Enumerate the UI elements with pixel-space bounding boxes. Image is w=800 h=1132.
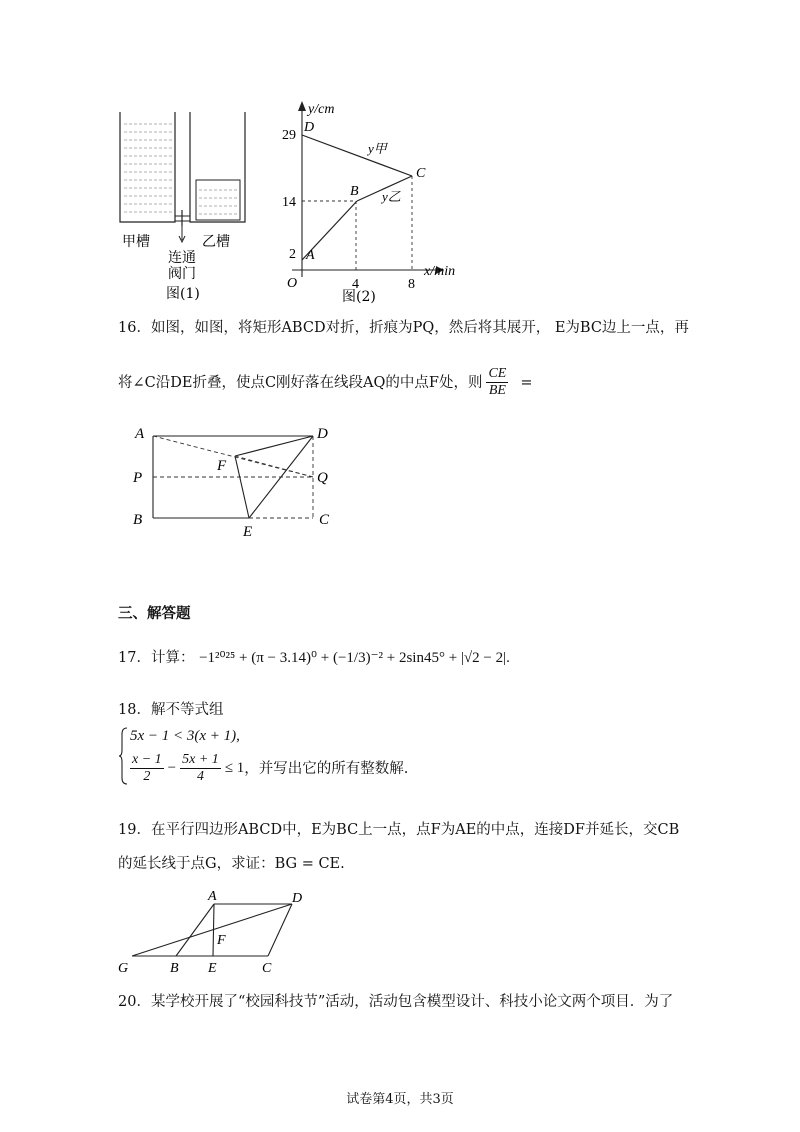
valve: [175, 210, 190, 242]
q19-line1: 19．在平行四边形ABCD中，E为BC上一点，点F为AE的中点，连接DF并延长，交CB: [118, 822, 680, 838]
fig2-caption: 图(2): [342, 289, 376, 305]
q18-frac-a-den: 2: [143, 769, 151, 784]
q17-expression: −1²⁰²⁵ + (π − 3.14)⁰ + (−1/3)⁻² + 2sin45° + |√2 − 2|.: [199, 650, 510, 666]
point-A: A: [306, 248, 315, 263]
series-0-segment-0: [302, 135, 412, 176]
figure-graph: [270, 95, 470, 305]
q16-label-B: B: [133, 512, 143, 528]
q16-equals: =: [520, 374, 533, 391]
q16-label-P: P: [133, 470, 143, 486]
q19-label-D: D: [292, 891, 303, 906]
tick-4: 4: [352, 277, 359, 292]
point-B: B: [350, 184, 359, 199]
tick-29: 29: [282, 128, 296, 143]
q19-line2: 的延长线于点G，求证：BG = CE.: [118, 856, 345, 872]
q18-tail-text: ，并写出它的所有整数解.: [244, 760, 409, 777]
q18-frac-b: [180, 752, 221, 785]
q18-label: 18．解不等式组: [118, 702, 224, 718]
q17-label: 17．计算：: [118, 650, 195, 666]
q19-label-C: C: [262, 961, 272, 976]
series-jia-label: y甲: [368, 141, 387, 156]
tick-2: 2: [289, 247, 296, 262]
section3-title: 三、解答题: [118, 605, 191, 622]
origin-label: O: [287, 276, 298, 291]
q19-label-F: F: [217, 933, 226, 948]
q16-label-A: A: [135, 426, 145, 442]
q16-label-E: E: [243, 524, 253, 540]
q19-label-A: A: [208, 890, 217, 904]
q16-label-D: D: [317, 426, 328, 442]
tank-jia: [120, 112, 175, 222]
q19-label-E: E: [208, 961, 217, 976]
q16-fraction: [486, 366, 508, 399]
fig1-caption: 图(1): [166, 286, 200, 302]
q18-ineq1: 5x − 1 < 3(x + 1),: [130, 728, 240, 744]
q18-frac-b-den: 4: [196, 769, 204, 784]
q16-line2: [118, 366, 533, 399]
tank-yi: [190, 112, 245, 222]
valve-label-2: 阀门: [168, 266, 196, 282]
q16-frac-num: CE: [488, 366, 507, 381]
point-D: D: [304, 120, 315, 135]
q16-label-F: F: [217, 458, 227, 474]
point-C: C: [416, 166, 426, 181]
q16-line1: 16．如图，如图，将矩形ABCD对折，折痕为PQ，然后将其展开， E为BC边上一点，再: [118, 320, 689, 336]
q18-frac-a: [130, 752, 164, 785]
q18-minus: −: [167, 760, 177, 776]
y-axis-label: y/cm: [308, 102, 335, 117]
tank-right-label: 乙槽: [202, 234, 230, 250]
tank-left-label: 甲槽: [122, 234, 150, 250]
q18-frac-b-num: 5x + 1: [182, 752, 219, 767]
q19-label-B: B: [170, 961, 179, 976]
q19-figure: [116, 890, 316, 980]
q16-line2-text: 将∠C沿DE折叠，使点C刚好落在线段AQ的中点F处，则: [118, 374, 483, 391]
q18-brace: [118, 726, 128, 786]
q18-frac-a-num: x − 1: [132, 752, 162, 767]
tick-14: 14: [282, 195, 296, 210]
q18-ineq2-tail: ≤ 1: [224, 760, 245, 776]
tick-8: 8: [408, 277, 415, 292]
valve-label-1: 连通: [168, 250, 196, 266]
page-footer: 试卷第4页，共3页: [346, 1092, 454, 1107]
q16-frac-den: BE: [488, 383, 506, 398]
q19-label-G: G: [118, 961, 129, 976]
q16-figure: [125, 418, 345, 543]
q18-system: [118, 726, 598, 788]
q16-label-C: C: [319, 512, 330, 528]
series-yi-label: y乙: [382, 189, 401, 204]
x-axis-label: x/min: [424, 264, 456, 279]
q17: [118, 648, 510, 668]
q16-label-Q: Q: [317, 470, 328, 486]
q20-line1: 20．某学校开展了“校园科技节”活动，活动包含模型设计、科技小论文两个项目．为了: [118, 994, 674, 1010]
figure-tanks: [110, 100, 270, 305]
q18-ineq2: [130, 752, 408, 785]
